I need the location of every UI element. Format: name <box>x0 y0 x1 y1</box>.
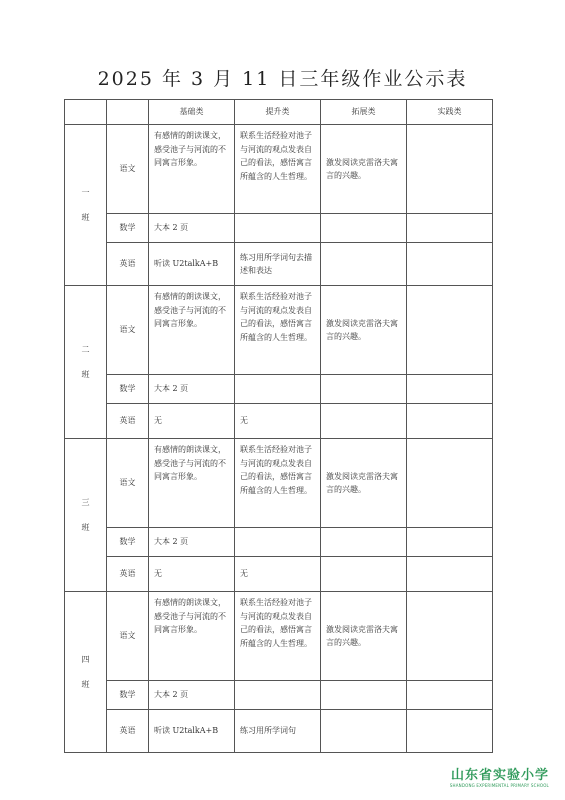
header-basic: 基础类 <box>149 100 235 125</box>
header-extend: 拓展类 <box>321 100 407 125</box>
extend-cell: 激发阅读克雷洛夫寓言的兴趣。 <box>321 439 407 528</box>
school-logo-en: SHANDONG EXPERIMENTAL PRIMARY SCHOOL <box>449 783 549 788</box>
basic-cell: 无 <box>149 404 235 439</box>
subject-cell: 语文 <box>107 592 149 681</box>
practice-cell <box>407 557 493 592</box>
subject-cell: 英语 <box>107 557 149 592</box>
class-2-row-chinese <box>65 286 493 375</box>
improve-cell: 无 <box>235 557 321 592</box>
subject-cell: 英语 <box>107 404 149 439</box>
extend-cell: 激发阅读克雷洛夫寓言的兴趣。 <box>321 286 407 375</box>
improve-cell <box>235 375 321 404</box>
class-2-row-english <box>65 404 493 439</box>
subject-cell: 语文 <box>107 286 149 375</box>
extend-cell: 激发阅读克雷洛夫寓言的兴趣。 <box>321 125 407 214</box>
class-name-part: 三 <box>81 497 90 507</box>
extend-cell <box>321 681 407 710</box>
improve-cell: 联系生活经验对池子与河流的观点发表自己的看法，感悟寓言所蕴含的人生哲理。 <box>235 125 321 214</box>
practice-cell <box>407 404 493 439</box>
practice-cell <box>407 243 493 286</box>
basic-cell: 大本 2 页 <box>149 375 235 404</box>
practice-cell <box>407 592 493 681</box>
basic-cell: 大本 2 页 <box>149 528 235 557</box>
extend-cell <box>321 375 407 404</box>
class-4-row-english <box>65 710 493 753</box>
class-name-cell <box>65 439 107 592</box>
practice-cell <box>407 681 493 710</box>
header-improve: 提升类 <box>235 100 321 125</box>
extend-cell <box>321 404 407 439</box>
extend-cell: 激发阅读克雷洛夫寓言的兴趣。 <box>321 592 407 681</box>
subject-cell: 数学 <box>107 528 149 557</box>
header-row <box>65 100 493 125</box>
basic-cell: 听读 U2talkA+B <box>149 710 235 753</box>
practice-cell <box>407 710 493 753</box>
class-4-row-chinese <box>65 592 493 681</box>
subject-cell: 英语 <box>107 243 149 286</box>
class-name-part: 班 <box>81 370 90 379</box>
improve-cell: 无 <box>235 404 321 439</box>
practice-cell <box>407 375 493 404</box>
subject-cell: 语文 <box>107 439 149 528</box>
class-4-row-math <box>65 681 493 710</box>
class-2-row-math <box>65 375 493 404</box>
class-name-part: 二 <box>81 344 90 354</box>
basic-cell: 有感情的朗读课文，感受池子与河流的不同寓言形象。 <box>149 286 235 375</box>
extend-cell <box>321 214 407 243</box>
class-3-row-chinese <box>65 439 493 528</box>
class-name-cell <box>65 125 107 286</box>
header-blank <box>65 100 107 125</box>
basic-cell: 无 <box>149 557 235 592</box>
basic-cell: 大本 2 页 <box>149 214 235 243</box>
extend-cell <box>321 243 407 286</box>
practice-cell <box>407 214 493 243</box>
class-name-cell <box>65 592 107 753</box>
improve-cell: 练习用所学词句去描述和表达 <box>235 243 321 286</box>
extend-cell <box>321 557 407 592</box>
subject-cell: 数学 <box>107 214 149 243</box>
school-logo <box>450 764 549 788</box>
practice-cell <box>407 125 493 214</box>
subject-cell: 数学 <box>107 681 149 710</box>
subject-cell: 语文 <box>107 125 149 214</box>
class-name-part: 四 <box>81 654 90 664</box>
improve-cell: 联系生活经验对池子与河流的观点发表自己的看法，感悟寓言所蕴含的人生哲理。 <box>235 592 321 681</box>
improve-cell <box>235 681 321 710</box>
class-1-row-math <box>65 214 493 243</box>
homework-table <box>64 99 493 753</box>
class-name-part: 班 <box>81 213 90 222</box>
practice-cell <box>407 528 493 557</box>
basic-cell: 听读 U2talkA+B <box>149 243 235 286</box>
basic-cell: 大本 2 页 <box>149 681 235 710</box>
class-name-part: 班 <box>81 523 90 532</box>
practice-cell <box>407 439 493 528</box>
class-1-row-english <box>65 243 493 286</box>
class-name-part: 班 <box>81 680 90 689</box>
class-3-row-math <box>65 528 493 557</box>
school-logo-cn: 山东省实验小学 <box>450 768 549 783</box>
practice-cell <box>407 286 493 375</box>
header-practice: 实践类 <box>407 100 493 125</box>
extend-cell <box>321 528 407 557</box>
improve-cell <box>235 528 321 557</box>
page-title: 2025 年 3 月 11 日三年级作业公示表 <box>97 68 468 90</box>
improve-cell: 联系生活经验对池子与河流的观点发表自己的看法，感悟寓言所蕴含的人生哲理。 <box>235 286 321 375</box>
subject-cell: 英语 <box>107 710 149 753</box>
basic-cell: 有感情的朗读课文，感受池子与河流的不同寓言形象。 <box>149 439 235 528</box>
class-3-row-english <box>65 557 493 592</box>
extend-cell <box>321 710 407 753</box>
improve-cell <box>235 214 321 243</box>
improve-cell: 联系生活经验对池子与河流的观点发表自己的看法，感悟寓言所蕴含的人生哲理。 <box>235 439 321 528</box>
improve-cell: 练习用所学词句 <box>235 710 321 753</box>
subject-cell: 数学 <box>107 375 149 404</box>
header-blank-2 <box>107 100 149 125</box>
class-name-part: 一 <box>81 187 90 197</box>
basic-cell: 有感情的朗读课文，感受池子与河流的不同寓言形象。 <box>149 125 235 214</box>
class-name-cell <box>65 286 107 439</box>
class-1-row-chinese <box>65 125 493 214</box>
basic-cell: 有感情的朗读课文，感受池子与河流的不同寓言形象。 <box>149 592 235 681</box>
